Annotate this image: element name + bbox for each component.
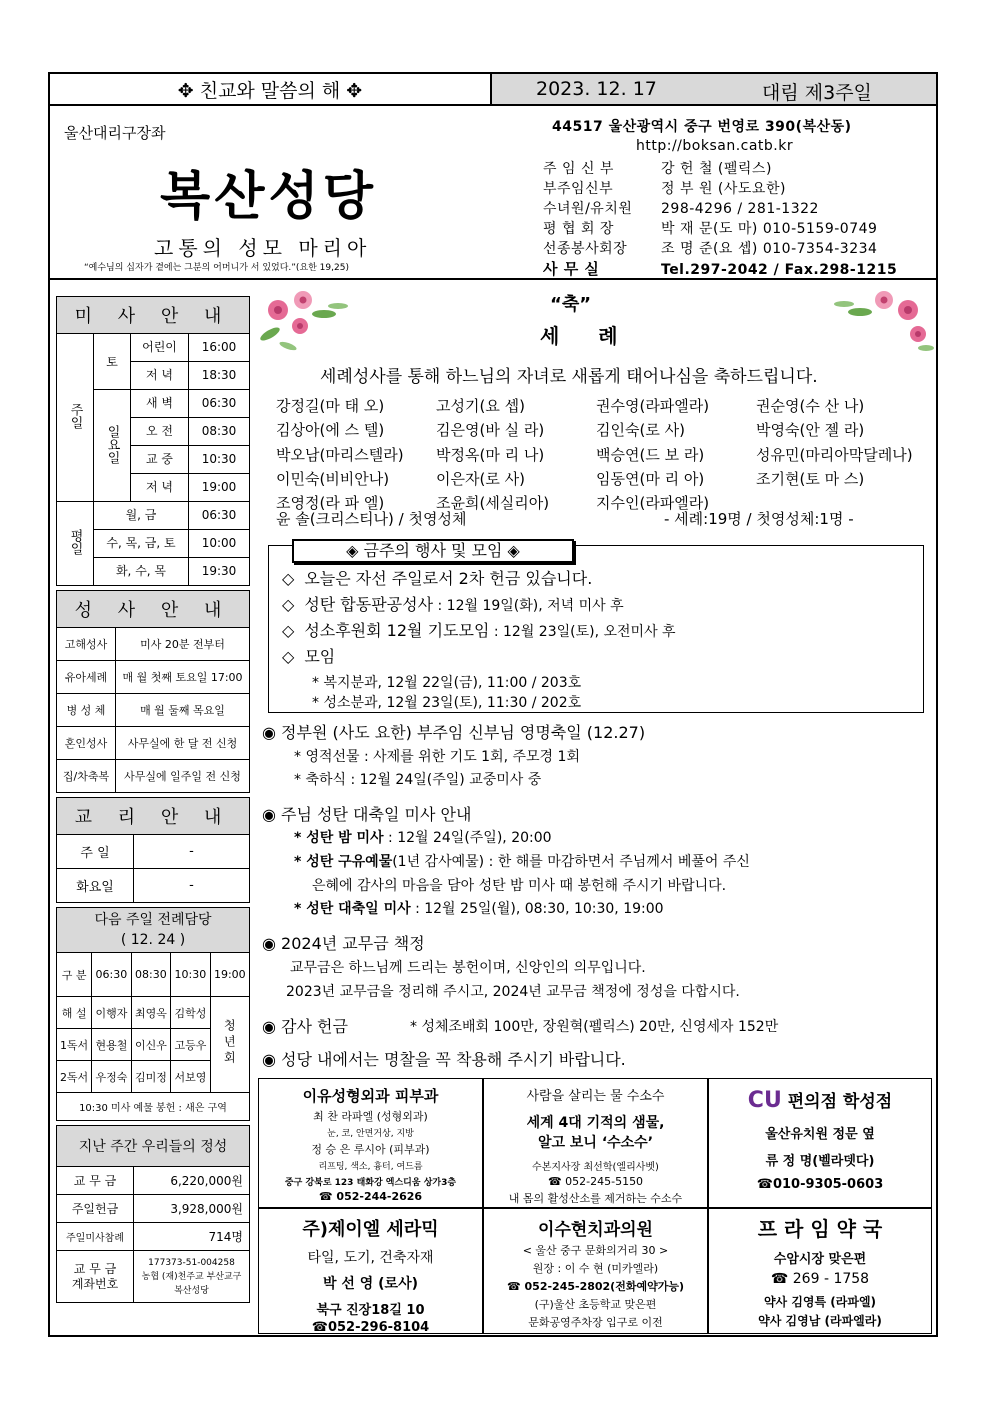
contact-value: Tel.297-2042 / Fax.298-1215 [661,262,898,278]
sacrament-name: 혼인성사 [57,727,116,760]
liturgy-duty-table [56,907,250,1121]
duty-cell: 이행자 [92,997,132,1029]
notice-nametag: ◉ 성당 내에서는 명찰을 꼭 착용해 주시기 바랍니다. [262,1050,626,1069]
name-row [276,467,916,491]
event-sub-item: * 성소분과, 12월 23일(토), 11:30 / 202호 [312,695,582,711]
christmas-crib-offering: * 성탄 구유예물(1년 감사예물) : 한 해를 마감하면서 주님께서 베풀어 주신 [294,854,750,870]
sacrament-value: 매 월 첫째 토요일 17:00 [116,661,250,694]
mass-name: 새 벽 [131,390,189,417]
celebration-message: 세례성사를 통해 하느님의 자녀로 새롭게 태어나심을 축하드립니다. [320,367,818,387]
notice-christmas-title: ◉ 주님 성탄 대축일 미사 안내 [262,805,472,824]
offering-name: 주일미사참례 [57,1223,134,1251]
flower-icon [834,291,934,351]
baptized-name: 박영숙(안 젤 라) [756,421,865,440]
mass-name: 저 녁 [131,474,189,501]
sunday-label: 주일 [57,334,94,502]
duty-cell: 서보영 [171,1061,211,1093]
baptized-name: 권순영(수 산 나) [756,397,865,415]
liturgical-sunday: 대림 제3주일 [762,82,872,104]
doctrine-title: 교 리 안 내 [57,798,250,835]
sacrament-value: 미사 20분 전부터 [116,628,250,661]
notice-dues-title: ◉ 2024년 교무금 책정 [262,934,425,953]
diocese-label: 울산대리구장좌 [64,124,166,142]
mass-name: 오 전 [131,418,189,445]
issue-date: 2023. 12. 17 [536,78,657,100]
weekday-days: 화, 수, 목 [94,558,189,585]
contact-role: 선종봉사회장 [543,241,628,257]
website-link[interactable]: http://boksan.catb.kr [636,138,794,154]
flower-decoration-right [808,288,934,358]
offering-table [56,1125,250,1303]
cu-logo: CU [747,1088,782,1113]
duty-head: 구 분 [57,953,92,997]
scripture-quote: “예수님의 십자가 곁에는 그분의 어머니가 서 있었다.”(요한 19,25) [84,263,349,273]
event-sub-item: * 복지분과, 12월 22일(금), 11:00 / 203호 [312,675,582,691]
duty-cell: 최영옥 [131,997,171,1029]
name-row [276,394,916,418]
weekday-days: 수, 목, 금, 토 [94,530,189,557]
church-name: 복산성당 [160,166,377,227]
baptized-name: 조영정(라 파 엘) [276,494,385,513]
sacrament-value: 사무실에 한 달 전 신청 [116,727,250,760]
duty-cell: 1독서 [57,1029,92,1061]
sacrament-name: 집/차축복 [57,760,116,793]
flower-decoration-left [258,288,368,358]
events-title: ◈ 금주의 행사 및 모임 ◈ [292,539,574,563]
address: 44517 울산광역시 중구 번영로 390(복산동) [552,119,852,135]
top-bar [50,74,936,106]
sacrament-title: 성 사 안 내 [57,591,250,628]
weekday-time: 10:00 [201,536,237,550]
notice-thanks-title: ◉ 감사 헌금 [262,1017,348,1036]
duty-cell: 2독서 [57,1061,92,1093]
year-theme: ✥ 친교와 말씀의 해 ✥ [50,74,492,104]
mass-time: 08:30 [201,424,237,438]
mass-time: 10:30 [201,452,237,466]
event-item [282,644,335,667]
sacrament-name: 고해성사 [57,628,116,661]
celebration-tag: “축” [550,294,592,315]
sacrament-value: 매 월 둘째 목요일 [116,694,250,727]
baptized-name: 이은자(로 사) [436,469,525,488]
baptized-name: 박오남(마리스텔라) [276,445,404,464]
baptized-name: 강정길(마 태 오) [276,397,385,415]
event-text: 성소후원회 12월 기도모임 [304,621,490,640]
contact-value: 정 부 원 (사도요한) [661,181,786,197]
duty-cell: 현용철 [92,1029,132,1061]
notice-dues-sub: 2023년 교무금을 정리해 주시고, 2024년 교무금 책정에 정성을 다합시다. [286,984,740,1000]
offering-value: 3,928,000원 [134,1195,250,1223]
ad-pharmacy: 프 라 임 약 국 수암시장 맞은편 ☎ 269 - 1758 약사 김영특 (라파엘) 약사 김영남 (라파엘라) [708,1208,932,1334]
diamond-icon: ◇ [282,595,295,614]
mass-time: 19:00 [201,480,237,494]
contact-row [543,198,819,218]
date-bar [492,74,936,104]
duty-head: 10:30 [171,953,211,997]
christmas-crib-offering-cont: 은혜에 감사의 마음을 담아 성탄 밤 미사 때 봉헌해 주시기 바랍니다. [312,878,727,894]
doctrine-name: 화요일 [57,869,134,903]
account-bank: 농협 (재)천주교 부산교구 복산성당 [141,1271,242,1296]
duty-cell: 김미정 [131,1061,171,1093]
contact-role: 평 협 회 장 [543,221,614,237]
youth-group: 청년회 [210,997,249,1093]
offering-name: 주일헌금 [57,1195,134,1223]
event-detail: : 12월 23일(토), 오전미사 후 [489,624,676,640]
christmas-day-mass: * 성탄 대축일 미사 : 12월 25일(월), 08:30, 10:30, 19:00 [294,901,664,917]
contact-row [543,158,772,178]
contact-value: 조 명 준(요 셉) 010-7354-3234 [661,241,878,257]
offering-value: 714명 [134,1223,250,1251]
celebration-title: 세 례 [540,324,634,348]
liturgy-date: ( 12. 24 ) [120,932,186,948]
contact-row [543,218,877,238]
ad-clinic: 이유성형외과 피부과 최 찬 라파엘 (성형외과) 눈, 코, 안면거상, 지방 정 승 은 루시아 (피부과) 리프팅, 색소, 흉터, 여드름 중구 강북로 123 태화강 엑스디움 상가3층 ☎ 052-244-2626 [258,1078,483,1208]
doctrine-table [56,797,250,903]
baptized-name: 성유민(마리아막달레나) [756,445,913,464]
baptized-name: 지수인(라파엘라) [596,494,710,513]
mass-title: 미 사 안 내 [57,297,250,334]
weekday-time: 19:30 [201,564,237,578]
baptized-name: 고성기(요 셉) [436,397,525,415]
contact-role: 부주임신부 [543,181,614,197]
mass-table [56,296,250,586]
doctrine-value: - [134,835,250,869]
notice-feast-title: ◉ 정부원 (사도 요한) 부주임 신부님 영명축일 (12.27) [262,723,646,742]
event-item [282,566,592,589]
baptized-name: 이민숙(비비안나) [276,469,390,488]
duty-cell: 고등우 [171,1029,211,1061]
duty-cell: 우정숙 [92,1061,132,1093]
sunday-day-label: 일요일 [94,390,131,502]
baptized-name: 조윤희(세실리아) [436,494,550,513]
offering-title: 지난 주간 우리들의 정성 [57,1126,250,1167]
event-item [282,592,624,615]
baptism-name-list [276,394,916,515]
offering-note: 10:30 미사 예물 봉헌 : 새은 구역 [57,1093,250,1121]
baptized-name: 권수영(라파엘라) [596,397,710,415]
name-row [276,443,916,467]
mass-time: 18:30 [201,368,237,382]
mass-name: 어린이 [131,334,189,361]
contact-row [543,178,786,198]
diamond-icon: ◇ [282,569,295,588]
sacrament-value: 사무실에 일주일 전 신청 [116,760,250,793]
contact-role: 주 임 신 부 [543,161,614,177]
event-text: 오늘은 자선 주일로서 2차 헌금 있습니다. [304,569,593,588]
contact-value: 298-4296 / 281-1322 [661,201,819,217]
ad-hydrogen-water: 사람을 살리는 물 수소수 세계 4대 기적의 샘물, 알고 보니 ‘수소수’ 수본지사장 최선학(엘리사벳) ☎ 052-245-5150 내 몸의 활성산소를 제거하는 수소수 [483,1078,708,1208]
offering-name: 교 무 금 [57,1167,134,1195]
liturgy-title: 다음 주일 전례담당 [94,912,212,928]
baptized-name: 김인숙(로 사) [596,421,685,440]
duty-head: 19:00 [210,953,249,997]
event-text: 성탄 합동판공성사 [304,595,434,614]
christmas-night-mass: * 성탄 밤 미사 : 12월 24일(주일), 20:00 [294,830,552,846]
duty-cell: 이신우 [131,1029,171,1061]
contact-role: 수녀원/유치원 [543,201,633,217]
notice-thanks-text: * 성체조배회 100만, 장원혁(펠릭스) 20만, 신영세자 152만 [410,1019,779,1035]
contact-value: 박 재 문(도 마) 010-5159-0749 [661,221,878,237]
notice-feast-sub: * 축하식 : 12월 24일(주일) 교중미사 중 [294,772,542,788]
weekday-label: 평일 [57,502,94,586]
mass-time: 06:30 [201,396,237,410]
diamond-icon: ◇ [282,621,295,640]
ad-convenience-store: CU 편의점 학성점 울산유치원 정문 옆 류 정 명(벨라뎃다) ☎010-9305-0603 [708,1078,932,1208]
weekday-time: 06:30 [201,508,237,522]
baptized-name: 조기현(토 마 스) [756,469,865,488]
weekday-days: 월, 금 [94,502,189,529]
event-text: 모임 [304,647,336,666]
sacrament-table [56,590,250,793]
account-label: 교 무 금 계좌번호 [57,1251,134,1303]
doctrine-name: 주 일 [57,835,134,869]
diamond-icon: ◇ [282,647,295,666]
baptized-name: 김은영(바 실 라) [436,421,545,440]
notice-dues-sub: 교무금은 하느님께 드리는 봉헌이며, 신앙인의 의무입니다. [290,960,646,976]
baptized-name: 김상아(에 스 텔) [276,421,385,440]
doctrine-value: - [134,869,250,903]
account-number: 177373-51-004258 [148,1257,235,1268]
mass-time: 16:00 [201,340,237,354]
event-detail: : 12월 19일(화), 저녁 미사 후 [433,598,624,614]
contact-row [543,238,877,258]
offering-value: 6,220,000원 [134,1167,250,1195]
contact-role: 사 무 실 [543,260,600,278]
name-row [276,418,916,442]
contact-row [543,258,897,279]
ad-ceramic: 주)제이엘 세라믹 타일, 도기, 건축자재 박 선 영 (로사) 북구 진장18길 10 ☎052-296-8104 [258,1208,483,1334]
baptized-name: 임동연(마 리 아) [596,469,705,488]
duty-head: 08:30 [131,953,171,997]
patron-name: 고통의 성모 마리아 [154,236,372,260]
first-communion-name: 윤 솔(크리스티나) / 첫영성체 [276,510,467,528]
flower-icon [258,291,348,352]
event-item [282,618,676,641]
duty-cell: 해 설 [57,997,92,1029]
contact-value: 강 헌 철 (펠릭스) [661,161,772,177]
notice-feast-sub: * 영적선물 : 사제를 위한 기도 1회, 주모경 1회 [294,749,580,765]
duty-head: 06:30 [92,953,132,997]
mass-name: 교 중 [131,446,189,473]
baptized-name: 박정옥(마 리 나) [436,445,545,464]
sacrament-name: 병 성 체 [57,694,116,727]
baptized-name: 백승연(드 보 라) [596,445,705,464]
mass-name: 저 녁 [131,362,189,389]
sidebar [56,296,250,1303]
sacrament-name: 유아세례 [57,661,116,694]
duty-cell: 김학성 [171,997,211,1029]
baptism-count: - 세례:19명 / 첫영성체:1명 - [664,510,854,528]
ad-dental: 이수현치과의원 < 울산 중구 문화의거리 30 > 원장 : 이 수 현 (미카엘라) ☎ 052-245-2802(전화예약가능) (구)울산 초등학교 맞은편 문화공영주차장 입구로 이전 [483,1208,708,1334]
saturday-label: 토 [94,334,131,390]
